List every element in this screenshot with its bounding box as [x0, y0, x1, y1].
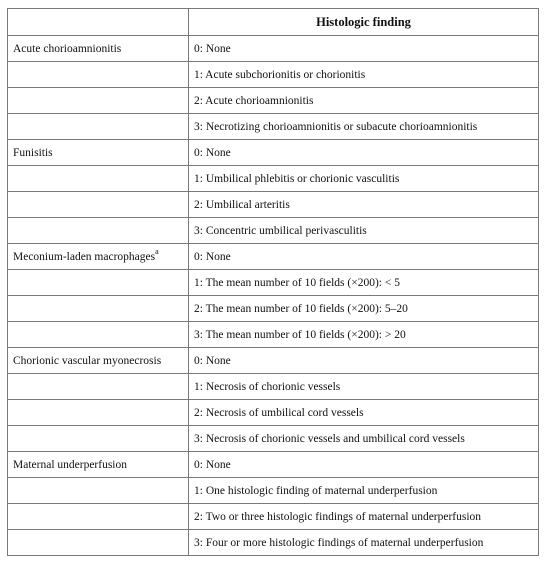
table-body: [8, 36, 539, 556]
category-cell: [8, 62, 189, 88]
finding-cell: 1: The mean number of 10 fields (×200): < 5: [189, 270, 539, 296]
histologic-findings-table: [7, 8, 539, 556]
category-label: Maternal underperfusion: [13, 458, 128, 471]
table-row: [8, 140, 539, 166]
finding-cell: 2: Umbilical arteritis: [189, 192, 539, 218]
header-category-cell: [8, 9, 189, 36]
finding-cell: 1: Necrosis of chorionic vessels: [189, 374, 539, 400]
table-row: [8, 478, 539, 504]
table-row: [8, 218, 539, 244]
category-cell: [8, 218, 189, 244]
table-row: [8, 114, 539, 140]
finding-cell: 3: Necrosis of chorionic vessels and umbilical cord vessels: [189, 426, 539, 452]
category-cell: [8, 296, 189, 322]
category-cell: [8, 270, 189, 296]
table-row: [8, 322, 539, 348]
category-cell: [8, 348, 189, 374]
table-row: [8, 36, 539, 62]
finding-cell: 1: Acute subchorionitis or chorionitis: [189, 62, 539, 88]
category-cell: [8, 114, 189, 140]
table-row: [8, 530, 539, 556]
finding-cell: 3: Concentric umbilical perivasculitis: [189, 218, 539, 244]
category-cell: [8, 192, 189, 218]
finding-cell: 2: Necrosis of umbilical cord vessels: [189, 400, 539, 426]
table-row: [8, 270, 539, 296]
header-finding-cell: Histologic finding: [189, 9, 539, 36]
category-cell: [8, 374, 189, 400]
table-row: [8, 504, 539, 530]
category-cell: [8, 36, 189, 62]
table-row: [8, 348, 539, 374]
category-cell: [8, 400, 189, 426]
category-cell: [8, 452, 189, 478]
category-cell: [8, 478, 189, 504]
header-row: [8, 9, 539, 36]
table-row: [8, 192, 539, 218]
category-label: Funisitis: [13, 146, 53, 159]
table-row: [8, 296, 539, 322]
finding-cell: 2: Acute chorioamnionitis: [189, 88, 539, 114]
finding-cell: 3: Four or more histologic findings of maternal underperfusion: [189, 530, 539, 556]
table-row: [8, 166, 539, 192]
table-row: [8, 426, 539, 452]
finding-cell: 3: Necrotizing chorioamnionitis or subacute chorioamnionitis: [189, 114, 539, 140]
footnote-marker: a: [155, 246, 159, 256]
table-row: [8, 374, 539, 400]
finding-cell: 0: None: [189, 452, 539, 478]
finding-cell: 1: One histologic finding of maternal underperfusion: [189, 478, 539, 504]
category-cell: [8, 166, 189, 192]
finding-cell: 0: None: [189, 244, 539, 270]
finding-cell: 1: Umbilical phlebitis or chorionic vasculitis: [189, 166, 539, 192]
finding-cell: 2: The mean number of 10 fields (×200): 5–20: [189, 296, 539, 322]
table-row: [8, 88, 539, 114]
category-cell: [8, 140, 189, 166]
table-row: [8, 400, 539, 426]
finding-cell: 0: None: [189, 348, 539, 374]
finding-cell: 0: None: [189, 36, 539, 62]
finding-cell: 0: None: [189, 140, 539, 166]
table-row: [8, 244, 539, 270]
category-cell: [8, 504, 189, 530]
finding-cell: 2: Two or three histologic findings of maternal underperfusion: [189, 504, 539, 530]
category-cell: [8, 426, 189, 452]
table-row: [8, 452, 539, 478]
category-cell: [8, 88, 189, 114]
finding-cell: 3: The mean number of 10 fields (×200): > 20: [189, 322, 539, 348]
category-cell: [8, 244, 189, 270]
category-label: Acute chorioamnionitis: [13, 42, 122, 55]
category-label: Chorionic vascular myonecrosis: [13, 354, 162, 367]
category-label: Meconium-laden macrophages: [13, 250, 156, 263]
category-cell: [8, 530, 189, 556]
table-row: [8, 62, 539, 88]
category-cell: [8, 322, 189, 348]
